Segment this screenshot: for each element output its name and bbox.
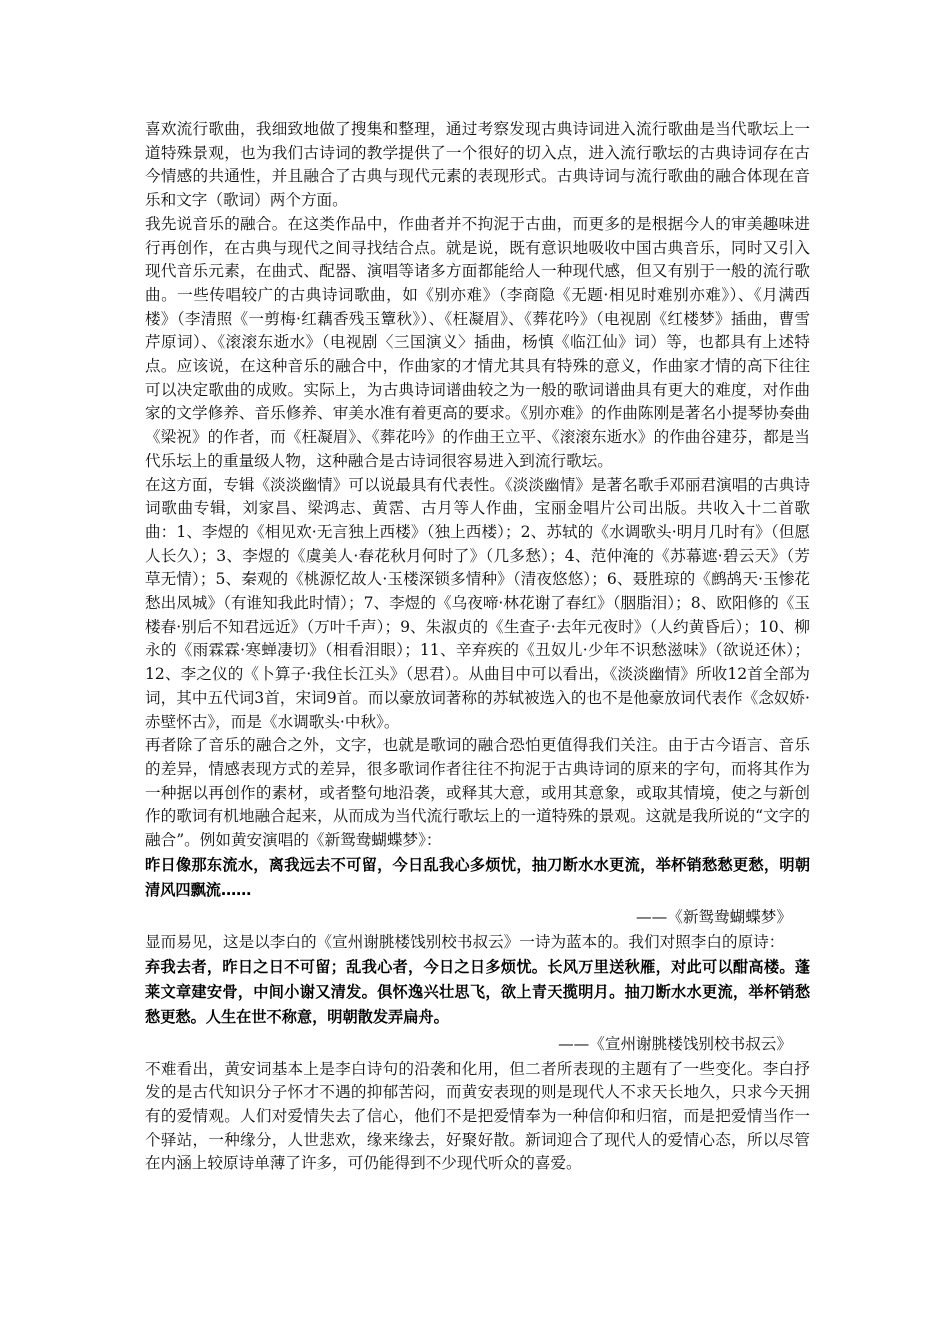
paragraph-intro: 喜欢流行歌曲，我细致地做了搜集和整理，通过考察发现古典诗词进入流行歌曲是当代歌坛上一道特殊景观，也为我们古诗词的教学提供了一个很好的切入点，进入流行歌坛的古典诗词存在古今情感的共通性，并且融合了古典与现代元素的表现形式。古典诗词与流行歌曲的融合体现在音乐和文字（歌词）两个方面。	[145, 120, 810, 210]
paragraph-conclusion: 不难看出，黄安词基本上是李白诗句的沿袭和化用，但二者所表现的主题有了一些变化。李白抒发的是古代知识分子怀才不遇的抑郁苦闷，而黄安表现的则是现代人不求天长地久，只求今天拥有的爱情观。人们对爱情失去了信心，他们不是把爱情奉为一种信仰和归宿，而是把爱情当作一个驿站，一种缘分，人世悲欢，缘来缘去，好聚好散。新词迎合了现代人的爱情心态，所以尽管在内涵上较原诗单薄了许多，可仍能得到不少现代听众的喜爱。	[145, 1059, 810, 1173]
quote-lyrics-source: ——《新鸳鸯蝴蝶梦》	[636, 907, 792, 926]
document-body	[145, 118, 810, 1176]
quote-poem: 弃我去者，昨日之日不可留；乱我心者，今日之日多烦忧。长风万里送秋雁，对此可以酣高楼。蓬莱文章建安骨，中间小谢又清发。俱怀逸兴壮思飞，欲上青天揽明月。抽刀断水水更流，举杯销愁愁更愁。人生在世不称意，明朝散发弄扁舟。	[145, 957, 810, 1026]
paragraph-comparison-intro: 显而易见，这是以李白的《宣州谢朓楼饯别校书叔云》一诗为蓝本的。我们对照李白的原诗：	[145, 932, 785, 951]
quote-poem-source: ——《宣州谢朓楼饯别校书叔云》	[558, 1034, 792, 1053]
paragraph-album-example: 在这方面，专辑《淡淡幽情》可以说最具有代表性。《淡淡幽情》是著名歌手邓丽君演唱的古典诗词歌曲专辑，刘家昌、梁鸿志、黄霑、古月等人作曲，宝丽金唱片公司出版。共收入十二首歌曲：1、李煜的《相见欢·无言独上西楼》（独上西楼）；2、苏轼的《水调歌头·明月几时有》（但愿人长久）；3、李煜的《虞美人·春花秋月何时了》（几多愁）；4、范仲淹的《苏幕遮·碧云天》（芳草无情）；5、秦观的《桃源忆故人·玉楼深锁多情种》（清夜悠悠）；6、聂胜琼的《鹧鸪天·玉惨花愁出凤城》（有谁知我此时情）；7、李煜的《乌夜啼·林花谢了春红》（胭脂泪）；8、欧阳修的《玉楼春·别后不知君远近》（万叶千声）；9、朱淑贞的《生查子·去年元夜时》（人约黄昏后）；10、柳永的《雨霖霖·寒蝉凄切》（相看泪眼）；11、辛弃疾的《丑奴儿·少年不识愁滋味》（欲说还休）；12、李之仪的《卜算子·我住长江头》（思君）。从曲目中可以看出，《淡淡幽情》所收12首全部为词，其中五代词3首，宋词9首。而以豪放词著称的苏轼被选入的也不是他豪放词代表作《念奴娇·赤壁怀古》，而是《水调歌头·中秋》。	[145, 475, 810, 731]
paragraph-lyrics-fusion: 再者除了音乐的融合之外，文字，也就是歌词的融合恐怕更值得我们关注。由于古今语言、音乐的差异，情感表现方式的差异，很多歌词作者往往不拘泥于古典诗词的原来的字句，而将其作为一种据以再创作的素材，或者整句地沿袭，或释其大意，或用其意象，或取其情境，使之与新创作的歌词有机地融合起来，从而成为当代流行歌坛上的一道特殊的景观。这就是我所说的“文字的融合”。例如黄安演唱的《新鸳鸯蝴蝶梦》：	[145, 736, 810, 850]
paragraph-music-fusion: 我先说音乐的融合。在这类作品中，作曲者并不拘泥于古曲，而更多的是根据今人的审美趣味进行再创作，在古典与现代之间寻找结合点。就是说，既有意识地吸收中国古典音乐，同时又引入现代音乐元素，在曲式、配器、演唱等诸多方面都能给人一种现代感，但又有别于一般的流行歌曲。一些传唱较广的古典诗词歌曲，如《别亦难》（李商隐《无题·相见时难别亦难》）、《月满西楼》（李清照《一剪梅·红藕香残玉簟秋》）、《枉凝眉》、《葬花吟》（电视剧《红楼梦》插曲，曹雪芹原词）、《滚滚东逝水》（电视剧〈三国演义〉插曲，杨慎《临江仙》词）等，也都具有上述特点。应该说，在这种音乐的融合中，作曲家的才情尤其具有特殊的意义，作曲家才情的高下往往可以决定歌曲的成败。实际上，为古典诗词谱曲较之为一般的歌词谱曲具有更大的难度，对作曲家的文学修养、音乐修养、审美水准有着更高的要求。《别亦难》的作曲陈刚是著名小提琴协奏曲《梁祝》的作者，而《枉凝眉》、《葬花吟》的作曲王立平、《滚滚东逝水》的作曲谷建芬，都是当代乐坛上的重量级人物，这种融合是古诗词很容易进入到流行歌坛。	[145, 214, 810, 470]
quote-lyrics: 昨日像那东流水，离我远去不可留，今日乱我心多烦忧，抽刀断水水更流，举杯销愁愁更愁，明朝清风四飘流……	[145, 855, 810, 899]
